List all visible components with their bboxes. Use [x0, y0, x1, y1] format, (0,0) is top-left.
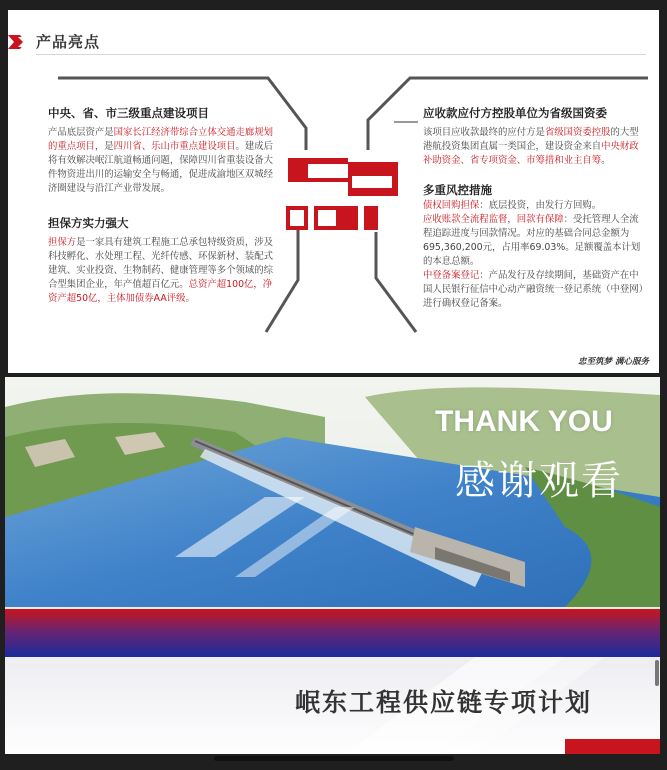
risk-item-2 [423, 213, 645, 269]
body-text-red: 四川省、乐山市重点建设项目 [113, 141, 236, 152]
body-text-red: 应收账款全流程监督 [423, 214, 508, 225]
body-text: 产品底层资产是 [48, 127, 114, 138]
body-text: ：底层投资，由发行方回购。 [479, 200, 602, 211]
chevron-mark-icon [8, 35, 30, 49]
highlight-heading: 多重风控措施 [423, 183, 492, 197]
body-text-red: 担保方 [48, 237, 77, 248]
risk-item-3 [423, 269, 645, 311]
body-text-red: 债权回购担保 [423, 200, 480, 211]
body-text: 该项目应收款最终的应付方是 [423, 127, 545, 138]
slogan: 忠至筑梦 满心服务 [578, 357, 649, 367]
slide-thank-you [5, 377, 660, 754]
highlight-guarantor [48, 216, 280, 306]
body-text: 的大型港航投资集团直属一类国企，建设资金来自 [423, 127, 639, 152]
body-text: ，是 [94, 141, 114, 152]
body-text: 。建成后将有效解决岷江航道畅通问题，保障四川省重装设备大件物资进出川的运输安全与畅通，促进成渝地区双城经济圈建设与沿江产业带发展。 [48, 141, 274, 194]
highlight-heading: 应收款应付方控股单位为省级国资委 [423, 106, 607, 120]
body-text-red: 回款有保障 [516, 214, 564, 225]
body-text-red: 中登备案登记 [423, 270, 480, 281]
body-text-red: 国家长江经济带综合立体交通走廊规划的重点项目 [48, 127, 274, 152]
highlight-key-project [48, 106, 280, 196]
body-text-red: 中央财政补助资金、省专项资金、市筹措和业主自筹 [423, 141, 639, 166]
thank-you-chinese: 感谢观看 [455, 458, 623, 504]
highlight-risk-control [423, 183, 645, 311]
body-text: 是一家具有建筑工程施工总承包特级资质，涉及科技孵化、水处理工程、光纤传感、环保新材、装配式建筑、实业投资、生物制药、健康管理等多个领域的综合型集团企业，年产值超百亿元。 [48, 237, 274, 290]
body-text: ：受托管理人全流程追踪进度与回款情况。对应的基础合同总金额为695,360,200元，占用率69.03%。足额覆盖本计划的本息总额。 [423, 214, 641, 267]
highlight-heading: 担保方实力强大 [48, 216, 129, 230]
body-text: ， [507, 214, 517, 225]
scrollbar-thumb[interactable] [655, 660, 659, 686]
slide-product-highlights [8, 10, 659, 373]
slide-title: 产品亮点 [36, 33, 101, 51]
title-divider [36, 54, 646, 55]
body-text: ：产品发行及存续期间，基础资产在中国人民银行征信中心动产融资统一登记系统（中登网）进行确权登记备案。 [423, 270, 644, 309]
highlight-payer [423, 106, 645, 168]
thank-you-english: THANK YOU [435, 405, 613, 438]
highlight-heading: 中央、省、市三级重点建设项目 [48, 106, 209, 120]
highlight-body [48, 126, 280, 196]
highlight-body [423, 126, 645, 168]
body-text: 。 [601, 155, 611, 166]
home-indicator[interactable] [214, 756, 454, 761]
body-text-red: 省级国资委控股 [544, 127, 611, 138]
highlight-body [48, 236, 280, 306]
body-text-red: 总资产超100亿，净资产超50亿，主体加债券AA评级。 [48, 279, 273, 304]
project-title: 岷东工程供应链专项计划 [295, 688, 593, 717]
risk-item-1 [423, 199, 645, 213]
